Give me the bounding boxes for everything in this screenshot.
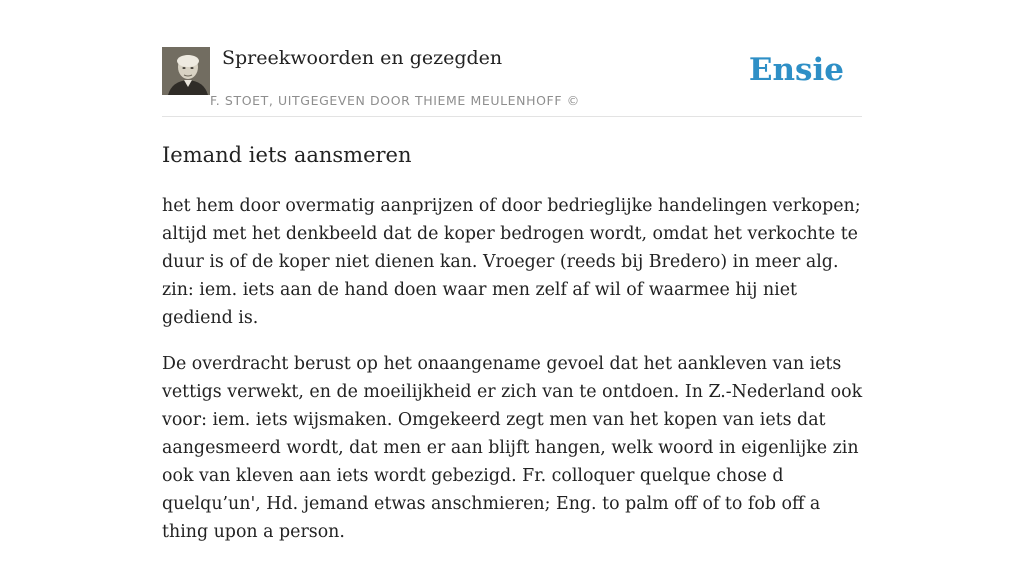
entry-title: Iemand iets aansmeren [162,143,412,167]
source-credit: F. STOET, UITGEGEVEN DOOR THIEME MEULENHOFF © [210,93,580,108]
entry-body [162,192,868,564]
entry-paragraph: het hem door overmatig aanprijzen of door bedrieglijke handelingen verkopen; altijd met het denkbeeld dat de koper bedrogen wordt, omdat het verkochte te duur is of de koper niet dienen kan. Vroeger (reeds bij Bredero) in meer alg. zin: iem. iets aan de hand doen waar men zelf af wil of waarmee hij niet gediend is. [162,196,861,328]
source-header [162,46,862,117]
author-avatar[interactable] [162,47,210,95]
source-title[interactable]: Spreekwoorden en gezegden [222,47,503,69]
ensie-logo-link[interactable]: Ensie [748,52,844,88]
portrait-image [162,47,210,95]
entry-paragraph: De overdracht berust op het onaangename gevoel dat het aankleven van iets vettigs verwekt, en de moeilijkheid er zich van te ontdoen. In Z.-Nederland ook voor: iem. iets wijsmaken. Omgekeerd zegt men van het kopen van iets dat aangesmeerd wordt, dat men er aan blijft hangen, welk woord in eigenlijke zin ook van kleven aan iets wordt gebezigd. Fr. colloquer quelque chose d quelqu’un', Hd. jemand etwas anschmieren; Eng. to palm off of to fob off a thing upon a person. [162,354,863,542]
